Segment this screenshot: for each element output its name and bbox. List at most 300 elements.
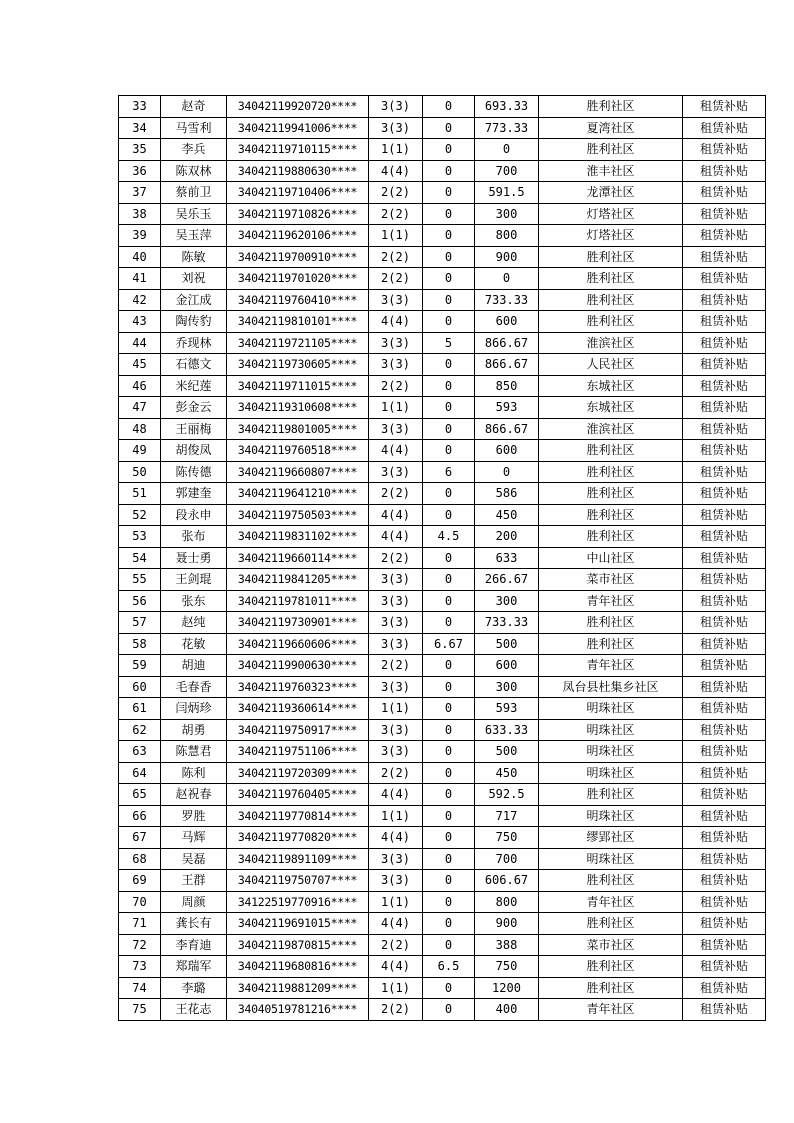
table-row	[119, 225, 766, 247]
community-cell: 青年社区	[539, 655, 683, 677]
name-cell: 赵奇	[161, 96, 227, 118]
area-cell: 6.67	[423, 633, 475, 655]
row-number-cell: 54	[119, 547, 161, 569]
row-number-cell: 70	[119, 891, 161, 913]
id-number-cell: 34042119711015****	[227, 375, 369, 397]
table-row	[119, 913, 766, 935]
area-cell: 0	[423, 182, 475, 204]
area-cell: 0	[423, 311, 475, 333]
id-number-cell: 34042119660606****	[227, 633, 369, 655]
name-cell: 闫炳珍	[161, 698, 227, 720]
subsidy-amount-cell: 866.67	[475, 418, 539, 440]
name-cell: 赵纯	[161, 612, 227, 634]
row-number-cell: 72	[119, 934, 161, 956]
row-number-cell: 62	[119, 719, 161, 741]
household-size-cell: 2(2)	[369, 246, 423, 268]
area-cell: 0	[423, 805, 475, 827]
household-size-cell: 2(2)	[369, 483, 423, 505]
area-cell: 0	[423, 440, 475, 462]
household-size-cell: 2(2)	[369, 762, 423, 784]
subsidy-amount-cell: 400	[475, 999, 539, 1021]
name-cell: 罗胜	[161, 805, 227, 827]
area-cell: 0	[423, 719, 475, 741]
subsidy-amount-cell: 591.5	[475, 182, 539, 204]
table-row	[119, 440, 766, 462]
name-cell: 段永申	[161, 504, 227, 526]
community-cell: 胜利社区	[539, 784, 683, 806]
subsidy-amount-cell: 750	[475, 827, 539, 849]
subsidy-type-cell: 租赁补贴	[683, 526, 766, 548]
row-number-cell: 56	[119, 590, 161, 612]
table-row	[119, 741, 766, 763]
id-number-cell: 34042119880630****	[227, 160, 369, 182]
row-number-cell: 69	[119, 870, 161, 892]
row-number-cell: 33	[119, 96, 161, 118]
id-number-cell: 34042119360614****	[227, 698, 369, 720]
subsidy-amount-cell: 866.67	[475, 354, 539, 376]
row-number-cell: 61	[119, 698, 161, 720]
name-cell: 刘祝	[161, 268, 227, 290]
area-cell: 0	[423, 569, 475, 591]
subsidy-amount-cell: 592.5	[475, 784, 539, 806]
community-cell: 明珠社区	[539, 848, 683, 870]
subsidy-type-cell: 租赁补贴	[683, 418, 766, 440]
household-size-cell: 4(4)	[369, 311, 423, 333]
name-cell: 陶传豹	[161, 311, 227, 333]
table-row	[119, 569, 766, 591]
area-cell: 0	[423, 977, 475, 999]
table-row	[119, 977, 766, 999]
area-cell: 0	[423, 160, 475, 182]
subsidy-type-cell: 租赁补贴	[683, 440, 766, 462]
table-row	[119, 139, 766, 161]
name-cell: 王丽梅	[161, 418, 227, 440]
area-cell: 4.5	[423, 526, 475, 548]
subsidy-type-cell: 租赁补贴	[683, 977, 766, 999]
subsidy-type-cell: 租赁补贴	[683, 784, 766, 806]
subsidy-type-cell: 租赁补贴	[683, 698, 766, 720]
row-number-cell: 43	[119, 311, 161, 333]
community-cell: 明珠社区	[539, 805, 683, 827]
area-cell: 0	[423, 246, 475, 268]
row-number-cell: 64	[119, 762, 161, 784]
id-number-cell: 34042119310608****	[227, 397, 369, 419]
name-cell: 陈敏	[161, 246, 227, 268]
id-number-cell: 34042119841205****	[227, 569, 369, 591]
community-cell: 凤台县杜集乡社区	[539, 676, 683, 698]
household-size-cell: 3(3)	[369, 612, 423, 634]
row-number-cell: 57	[119, 612, 161, 634]
household-size-cell: 3(3)	[369, 590, 423, 612]
subsidy-roster-table	[118, 95, 766, 1021]
table-row	[119, 526, 766, 548]
table-row	[119, 311, 766, 333]
row-number-cell: 49	[119, 440, 161, 462]
name-cell: 张东	[161, 590, 227, 612]
name-cell: 花敏	[161, 633, 227, 655]
row-number-cell: 48	[119, 418, 161, 440]
community-cell: 胜利社区	[539, 311, 683, 333]
row-number-cell: 52	[119, 504, 161, 526]
subsidy-type-cell: 租赁补贴	[683, 547, 766, 569]
table-row	[119, 268, 766, 290]
id-number-cell: 34042119770820****	[227, 827, 369, 849]
row-number-cell: 58	[119, 633, 161, 655]
name-cell: 陈慧君	[161, 741, 227, 763]
subsidy-amount-cell: 633	[475, 547, 539, 569]
id-number-cell: 34042119660807****	[227, 461, 369, 483]
community-cell: 胜利社区	[539, 440, 683, 462]
household-size-cell: 3(3)	[369, 848, 423, 870]
name-cell: 李兵	[161, 139, 227, 161]
table-row	[119, 655, 766, 677]
row-number-cell: 42	[119, 289, 161, 311]
id-number-cell: 34042119701020****	[227, 268, 369, 290]
subsidy-amount-cell: 300	[475, 676, 539, 698]
area-cell: 0	[423, 655, 475, 677]
household-size-cell: 4(4)	[369, 440, 423, 462]
subsidy-type-cell: 租赁补贴	[683, 612, 766, 634]
community-cell: 青年社区	[539, 999, 683, 1021]
subsidy-amount-cell: 593	[475, 397, 539, 419]
community-cell: 灯塔社区	[539, 225, 683, 247]
community-cell: 胜利社区	[539, 612, 683, 634]
area-cell: 0	[423, 698, 475, 720]
name-cell: 吴玉萍	[161, 225, 227, 247]
subsidy-type-cell: 租赁补贴	[683, 311, 766, 333]
community-cell: 缪郢社区	[539, 827, 683, 849]
id-number-cell: 34042119710115****	[227, 139, 369, 161]
name-cell: 金江成	[161, 289, 227, 311]
area-cell: 0	[423, 483, 475, 505]
household-size-cell: 1(1)	[369, 805, 423, 827]
household-size-cell: 3(3)	[369, 354, 423, 376]
household-size-cell: 3(3)	[369, 676, 423, 698]
table-row	[119, 504, 766, 526]
id-number-cell: 34042119810101****	[227, 311, 369, 333]
subsidy-type-cell: 租赁补贴	[683, 569, 766, 591]
id-number-cell: 34042119730901****	[227, 612, 369, 634]
name-cell: 郭建奎	[161, 483, 227, 505]
subsidy-type-cell: 租赁补贴	[683, 203, 766, 225]
row-number-cell: 65	[119, 784, 161, 806]
name-cell: 吴乐玉	[161, 203, 227, 225]
household-size-cell: 1(1)	[369, 977, 423, 999]
area-cell: 0	[423, 612, 475, 634]
subsidy-amount-cell: 266.67	[475, 569, 539, 591]
area-cell: 0	[423, 999, 475, 1021]
community-cell: 胜利社区	[539, 268, 683, 290]
area-cell: 0	[423, 870, 475, 892]
community-cell: 胜利社区	[539, 870, 683, 892]
table-row	[119, 418, 766, 440]
subsidy-type-cell: 租赁补贴	[683, 913, 766, 935]
subsidy-amount-cell: 450	[475, 504, 539, 526]
household-size-cell: 2(2)	[369, 999, 423, 1021]
subsidy-type-cell: 租赁补贴	[683, 848, 766, 870]
table-row	[119, 397, 766, 419]
community-cell: 菜市社区	[539, 569, 683, 591]
community-cell: 淮丰社区	[539, 160, 683, 182]
table-row	[119, 805, 766, 827]
table-row	[119, 203, 766, 225]
community-cell: 淮滨社区	[539, 332, 683, 354]
table-row	[119, 784, 766, 806]
table-row	[119, 870, 766, 892]
id-number-cell: 34042119760410****	[227, 289, 369, 311]
name-cell: 张布	[161, 526, 227, 548]
table-row	[119, 483, 766, 505]
name-cell: 石德文	[161, 354, 227, 376]
subsidy-type-cell: 租赁补贴	[683, 633, 766, 655]
table-row	[119, 612, 766, 634]
area-cell: 0	[423, 848, 475, 870]
row-number-cell: 39	[119, 225, 161, 247]
subsidy-type-cell: 租赁补贴	[683, 676, 766, 698]
subsidy-amount-cell: 717	[475, 805, 539, 827]
household-size-cell: 2(2)	[369, 934, 423, 956]
subsidy-amount-cell: 0	[475, 268, 539, 290]
id-number-cell: 34042119891109****	[227, 848, 369, 870]
area-cell: 6.5	[423, 956, 475, 978]
subsidy-amount-cell: 693.33	[475, 96, 539, 118]
subsidy-amount-cell: 773.33	[475, 117, 539, 139]
community-cell: 胜利社区	[539, 139, 683, 161]
id-number-cell: 34042119710406****	[227, 182, 369, 204]
id-number-cell: 34042119680816****	[227, 956, 369, 978]
table-row	[119, 848, 766, 870]
row-number-cell: 66	[119, 805, 161, 827]
row-number-cell: 68	[119, 848, 161, 870]
community-cell: 胜利社区	[539, 246, 683, 268]
name-cell: 胡俊凤	[161, 440, 227, 462]
table-row	[119, 676, 766, 698]
household-size-cell: 3(3)	[369, 569, 423, 591]
area-cell: 0	[423, 139, 475, 161]
household-size-cell: 1(1)	[369, 225, 423, 247]
subsidy-type-cell: 租赁补贴	[683, 719, 766, 741]
community-cell: 胜利社区	[539, 504, 683, 526]
name-cell: 毛春香	[161, 676, 227, 698]
subsidy-type-cell: 租赁补贴	[683, 741, 766, 763]
id-number-cell: 34042119900630****	[227, 655, 369, 677]
subsidy-type-cell: 租赁补贴	[683, 246, 766, 268]
name-cell: 米纪莲	[161, 375, 227, 397]
subsidy-type-cell: 租赁补贴	[683, 96, 766, 118]
row-number-cell: 71	[119, 913, 161, 935]
subsidy-type-cell: 租赁补贴	[683, 870, 766, 892]
subsidy-type-cell: 租赁补贴	[683, 891, 766, 913]
community-cell: 胜利社区	[539, 289, 683, 311]
id-number-cell: 34042119760323****	[227, 676, 369, 698]
subsidy-amount-cell: 733.33	[475, 289, 539, 311]
area-cell: 5	[423, 332, 475, 354]
name-cell: 马雪利	[161, 117, 227, 139]
id-number-cell: 34042119881209****	[227, 977, 369, 999]
subsidy-amount-cell: 586	[475, 483, 539, 505]
id-number-cell: 34042119660114****	[227, 547, 369, 569]
table-row	[119, 375, 766, 397]
community-cell: 灯塔社区	[539, 203, 683, 225]
community-cell: 明珠社区	[539, 741, 683, 763]
row-number-cell: 47	[119, 397, 161, 419]
table-row	[119, 96, 766, 118]
name-cell: 王花志	[161, 999, 227, 1021]
row-number-cell: 41	[119, 268, 161, 290]
household-size-cell: 2(2)	[369, 547, 423, 569]
subsidy-amount-cell: 700	[475, 848, 539, 870]
id-number-cell: 34042119920720****	[227, 96, 369, 118]
household-size-cell: 3(3)	[369, 741, 423, 763]
row-number-cell: 73	[119, 956, 161, 978]
subsidy-type-cell: 租赁补贴	[683, 483, 766, 505]
id-number-cell: 34122519770916****	[227, 891, 369, 913]
community-cell: 胜利社区	[539, 526, 683, 548]
table-row	[119, 117, 766, 139]
household-size-cell: 3(3)	[369, 96, 423, 118]
table-row	[119, 246, 766, 268]
name-cell: 胡勇	[161, 719, 227, 741]
area-cell: 0	[423, 96, 475, 118]
row-number-cell: 37	[119, 182, 161, 204]
id-number-cell: 34042119801005****	[227, 418, 369, 440]
community-cell: 菜市社区	[539, 934, 683, 956]
area-cell: 0	[423, 762, 475, 784]
table-row	[119, 827, 766, 849]
name-cell: 胡迪	[161, 655, 227, 677]
community-cell: 明珠社区	[539, 762, 683, 784]
subsidy-type-cell: 租赁补贴	[683, 999, 766, 1021]
name-cell: 陈双林	[161, 160, 227, 182]
subsidy-type-cell: 租赁补贴	[683, 956, 766, 978]
row-number-cell: 53	[119, 526, 161, 548]
community-cell: 淮滨社区	[539, 418, 683, 440]
community-cell: 龙潭社区	[539, 182, 683, 204]
community-cell: 夏湾社区	[539, 117, 683, 139]
row-number-cell: 60	[119, 676, 161, 698]
community-cell: 胜利社区	[539, 483, 683, 505]
community-cell: 胜利社区	[539, 913, 683, 935]
row-number-cell: 44	[119, 332, 161, 354]
subsidy-type-cell: 租赁补贴	[683, 827, 766, 849]
household-size-cell: 3(3)	[369, 332, 423, 354]
area-cell: 0	[423, 784, 475, 806]
name-cell: 赵祝春	[161, 784, 227, 806]
area-cell: 0	[423, 268, 475, 290]
community-cell: 青年社区	[539, 891, 683, 913]
area-cell: 0	[423, 418, 475, 440]
household-size-cell: 3(3)	[369, 117, 423, 139]
id-number-cell: 34042119770814****	[227, 805, 369, 827]
name-cell: 龚长有	[161, 913, 227, 935]
community-cell: 胜利社区	[539, 977, 683, 999]
household-size-cell: 4(4)	[369, 827, 423, 849]
table-row	[119, 719, 766, 741]
table-row	[119, 633, 766, 655]
table-row	[119, 999, 766, 1021]
area-cell: 0	[423, 225, 475, 247]
row-number-cell: 34	[119, 117, 161, 139]
household-size-cell: 2(2)	[369, 375, 423, 397]
subsidy-amount-cell: 900	[475, 913, 539, 935]
subsidy-type-cell: 租赁补贴	[683, 504, 766, 526]
subsidy-amount-cell: 593	[475, 698, 539, 720]
id-number-cell: 34042119760405****	[227, 784, 369, 806]
area-cell: 0	[423, 397, 475, 419]
household-size-cell: 3(3)	[369, 418, 423, 440]
row-number-cell: 35	[119, 139, 161, 161]
table-row	[119, 590, 766, 612]
subsidy-amount-cell: 0	[475, 461, 539, 483]
table-row	[119, 160, 766, 182]
area-cell: 0	[423, 590, 475, 612]
area-cell: 0	[423, 676, 475, 698]
table-row	[119, 289, 766, 311]
id-number-cell: 34042119720309****	[227, 762, 369, 784]
id-number-cell: 34042119750503****	[227, 504, 369, 526]
subsidy-amount-cell: 500	[475, 633, 539, 655]
row-number-cell: 67	[119, 827, 161, 849]
row-number-cell: 36	[119, 160, 161, 182]
household-size-cell: 3(3)	[369, 461, 423, 483]
household-size-cell: 3(3)	[369, 870, 423, 892]
table-row	[119, 461, 766, 483]
area-cell: 0	[423, 827, 475, 849]
name-cell: 周颜	[161, 891, 227, 913]
household-size-cell: 2(2)	[369, 203, 423, 225]
subsidy-type-cell: 租赁补贴	[683, 762, 766, 784]
community-cell: 青年社区	[539, 590, 683, 612]
id-number-cell: 34042119691015****	[227, 913, 369, 935]
subsidy-amount-cell: 388	[475, 934, 539, 956]
name-cell: 王群	[161, 870, 227, 892]
subsidy-type-cell: 租赁补贴	[683, 375, 766, 397]
subsidy-amount-cell: 300	[475, 590, 539, 612]
subsidy-amount-cell: 200	[475, 526, 539, 548]
name-cell: 郑瑞军	[161, 956, 227, 978]
id-number-cell: 34042119710826****	[227, 203, 369, 225]
household-size-cell: 3(3)	[369, 289, 423, 311]
row-number-cell: 50	[119, 461, 161, 483]
roster-body	[119, 96, 766, 1021]
table-row	[119, 956, 766, 978]
row-number-cell: 63	[119, 741, 161, 763]
household-size-cell: 4(4)	[369, 784, 423, 806]
id-number-cell: 34042119700910****	[227, 246, 369, 268]
subsidy-amount-cell: 850	[475, 375, 539, 397]
subsidy-amount-cell: 700	[475, 160, 539, 182]
table-row	[119, 182, 766, 204]
area-cell: 0	[423, 375, 475, 397]
name-cell: 吴磊	[161, 848, 227, 870]
id-number-cell: 34042119781011****	[227, 590, 369, 612]
area-cell: 0	[423, 354, 475, 376]
name-cell: 陈利	[161, 762, 227, 784]
household-size-cell: 1(1)	[369, 397, 423, 419]
subsidy-type-cell: 租赁补贴	[683, 934, 766, 956]
name-cell: 聂士勇	[161, 547, 227, 569]
subsidy-type-cell: 租赁补贴	[683, 182, 766, 204]
row-number-cell: 40	[119, 246, 161, 268]
household-size-cell: 1(1)	[369, 139, 423, 161]
name-cell: 乔现林	[161, 332, 227, 354]
table-row	[119, 762, 766, 784]
subsidy-amount-cell: 800	[475, 225, 539, 247]
household-size-cell: 2(2)	[369, 268, 423, 290]
name-cell: 李璐	[161, 977, 227, 999]
table-row	[119, 891, 766, 913]
household-size-cell: 4(4)	[369, 160, 423, 182]
